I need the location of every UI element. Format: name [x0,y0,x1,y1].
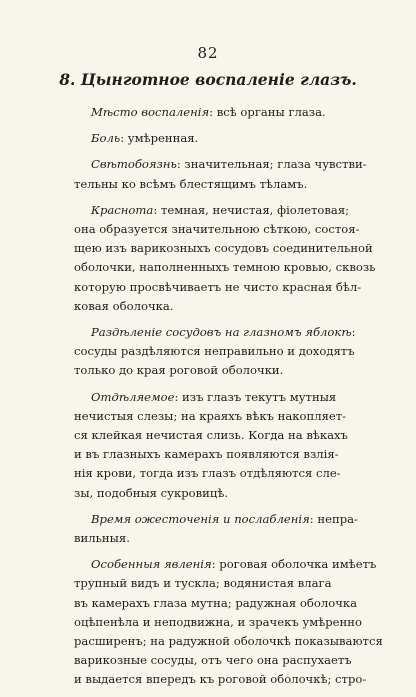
paragraph-first-line: Свѣтобоязнь: значительная; глаза чувстви- [91,157,367,172]
paragraph-first-line: Время ожесточенія и послабленія: непра- [91,511,358,526]
paragraph-line: щею изъ варикозныхъ сосудовъ соединительной [74,241,373,256]
page-number: 82 [197,44,219,62]
paragraph-line: вильныя. [74,531,130,546]
paragraph-line: ковая оболочка. [74,298,174,313]
paragraph [74,388,366,503]
paragraph-first-line: Боль: умѣренная. [91,131,199,146]
paragraph-first-line: Отдѣляемое: изъ глазъ текутъ мутныя [91,389,337,404]
paragraph-first-line: Особенныя явленія: роговая оболочка имѣетъ [91,557,377,572]
paragraph-line: тельны ко всѣмъ блестящимъ тѣламъ. [74,176,308,191]
paragraph-first-line: Мѣсто воспаленія: всѣ органы глаза. [91,105,326,119]
paragraph-first-line: Раздѣленіе сосудовъ на глазномъ яблокѣ: [91,325,356,340]
paragraph [74,510,366,548]
paragraph [74,555,383,689]
paragraph-line: ся клейкая нечистая слизь. Когда на вѣкахъ [74,428,348,443]
paragraph-line: и въ глазныхъ камерахъ появляются взлія- [74,447,339,462]
paragraph-line: варикозные сосуды, отъ чего она распухаетъ [74,653,352,668]
paragraph-line: трупный видъ и тускла; водянистая влага [74,576,332,591]
paragraph-line: только до края роговой оболочки. [74,363,284,378]
paragraph-lead-term: Особенныя явленія [91,557,212,572]
paragraph-first-line: Краснота: темная, нечистая, фіолетовая; [91,202,350,217]
paragraph-line: нія крови, тогда изъ глазъ отдѣляются сле- [74,466,341,481]
paragraph [74,201,376,316]
paragraph-lead-term: Время ожесточенія и послабленія [91,511,310,526]
paragraph [91,129,366,148]
page-body [74,103,383,697]
paragraph-line: которую просвѣчиваетъ не чисто красная бѣл- [74,279,362,294]
paragraph-line: оболочки, наполненныхъ темною кровью, сквозь [74,260,376,275]
paragraph [91,103,366,122]
paragraph-lead-term: Отдѣляемое [91,389,175,404]
paragraph-line: сосуды раздѣляются неправильно и доходятъ [74,344,355,359]
paragraph [74,155,367,193]
paragraph-line: и выдается впередъ къ роговой оболочкѣ; стро- [74,672,367,687]
paragraph-lead-term: Боль [91,131,121,146]
paragraph-line: въ камерахъ глаза мутна; радужная оболочка [74,595,358,610]
paragraph-lead-term: Раздѣленіе сосудовъ на глазномъ яблокѣ [91,325,352,340]
paragraph-line: расширенъ; на радужной оболочкѣ показываются [74,634,383,649]
section-title: 8. Цынготное воспаленіе глазъ. [59,70,357,89]
paragraph [74,323,366,381]
paragraph-lead-term: Мѣсто воспаленія [91,105,210,119]
paragraph-lead-term: Краснота [91,202,154,217]
paragraph-line: она образуется значительною сѣткою, состоя- [74,222,360,237]
paragraph-line: оцѣпенѣла и неподвижна, и зрачекъ умѣренно [74,614,362,629]
paragraph-line: нечистыя слезы; на краяхъ вѣкъ накопляет- [74,408,347,423]
paragraph-line: зы, подобныя сукровицѣ. [74,485,229,500]
paragraph-lead-term: Свѣтобоязнь [91,157,177,172]
